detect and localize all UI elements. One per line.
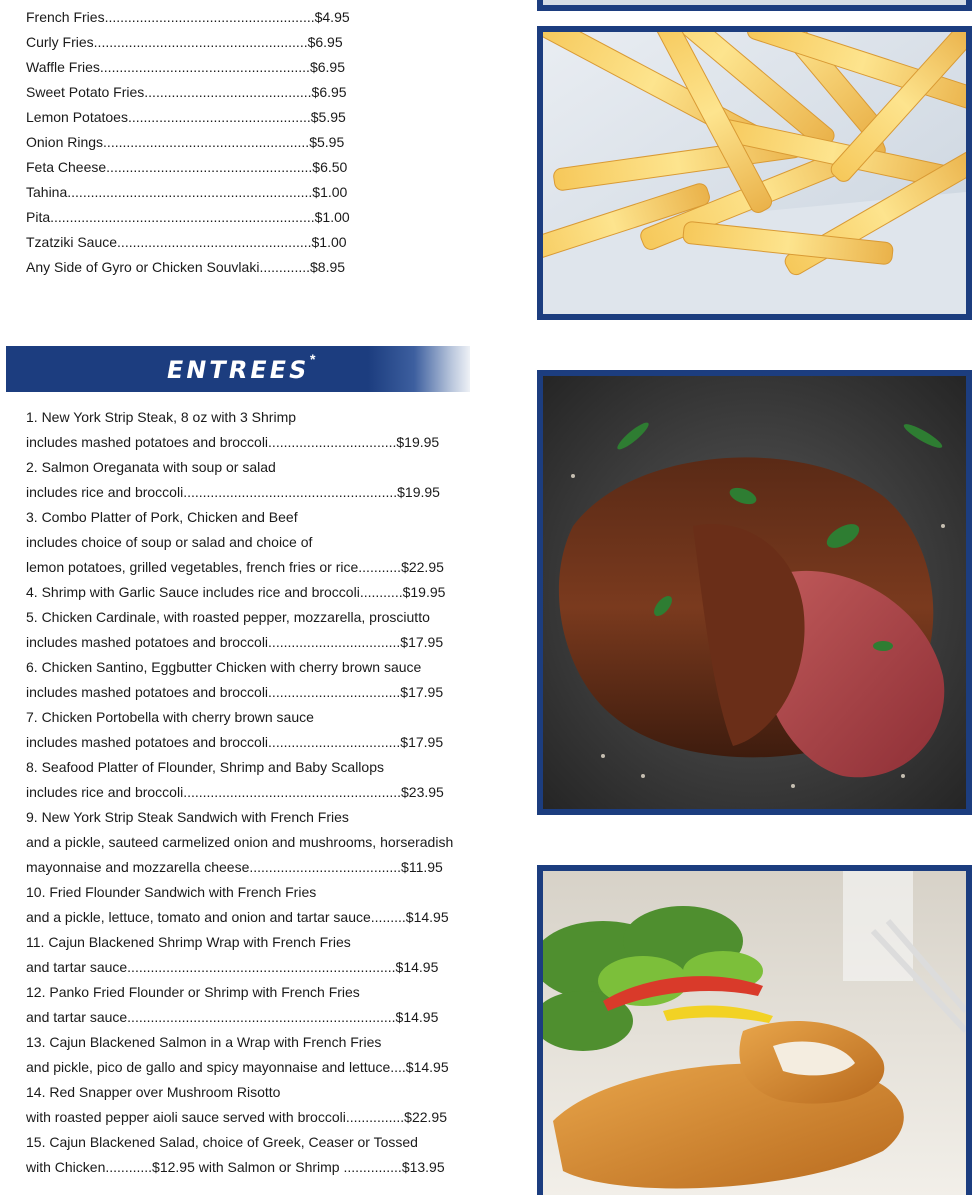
top-photo [543, 0, 966, 5]
list-item: includes mashed potatoes and broccoli..................................$17.95 [26, 734, 444, 750]
list-item: Any Side of Gyro or Chicken Souvlaki.............$8.95 [26, 259, 346, 275]
list-item: 4. Shrimp with Garlic Sauce includes rice and broccoli...........$19.95 [26, 584, 446, 600]
sides-price-list [26, 5, 466, 280]
list-item: 2. Salmon Oreganata with soup or salad [26, 459, 276, 475]
list-item: includes rice and broccoli.......................................................$19.95 [26, 484, 440, 500]
list-item: and tartar sauce.....................................................................$14.95 [26, 959, 439, 975]
list-item: and a pickle, lettuce, tomato and onion and tartar sauce.........$14.95 [26, 909, 449, 925]
steak-photo [543, 376, 966, 809]
list-item: 6. Chicken Santino, Eggbutter Chicken with cherry brown sauce [26, 659, 422, 675]
list-item: French Fries......................................................$4.95 [26, 9, 350, 25]
list-item: 7. Chicken Portobella with cherry brown sauce [26, 709, 314, 725]
list-item: includes mashed potatoes and broccoli..................................$17.95 [26, 634, 444, 650]
list-item: Waffle Fries......................................................$6.95 [26, 59, 345, 75]
fried-flounder-photo-frame [537, 865, 972, 1195]
list-item: includes mashed potatoes and broccoli..................................$17.95 [26, 684, 444, 700]
list-item: 10. Fried Flounder Sandwich with French Fries [26, 884, 317, 900]
list-item: includes rice and broccoli........................................................$23.95 [26, 784, 444, 800]
list-item: includes choice of soup or salad and choice of [26, 534, 313, 550]
list-item: 3. Combo Platter of Pork, Chicken and Beef [26, 509, 298, 525]
top-photo-frame [537, 0, 972, 11]
list-item: with roasted pepper aioli sauce served with broccoli...............$22.95 [26, 1109, 447, 1125]
list-item: Tzatziki Sauce..................................................$1.00 [26, 234, 347, 250]
list-item: Lemon Potatoes...............................................$5.95 [26, 109, 346, 125]
entrees-banner [6, 346, 470, 392]
french-fries-photo [543, 32, 966, 314]
list-item: 1. New York Strip Steak, 8 oz with 3 Shrimp [26, 409, 297, 425]
list-item: 11. Cajun Blackened Shrimp Wrap with French Fries [26, 934, 351, 950]
french-fries-photo-frame [537, 26, 972, 320]
list-item: Onion Rings.....................................................$5.95 [26, 134, 345, 150]
list-item: 15. Cajun Blackened Salad, choice of Greek, Ceaser or Tossed [26, 1134, 418, 1150]
list-item: Curly Fries.......................................................$6.95 [26, 34, 343, 50]
list-item: and pickle, pico de gallo and spicy mayonnaise and lettuce....$14.95 [26, 1059, 449, 1075]
list-item: Feta Cheese.....................................................$6.50 [26, 159, 348, 175]
entrees-asterisk: * [309, 351, 316, 367]
list-item: Pita....................................................................$1.00 [26, 209, 350, 225]
list-item: 8. Seafood Platter of Flounder, Shrimp and Baby Scallops [26, 759, 384, 775]
list-item: 13. Cajun Blackened Salmon in a Wrap with French Fries [26, 1034, 382, 1050]
list-item: 12. Panko Fried Flounder or Shrimp with French Fries [26, 984, 360, 1000]
entrees-title: ENTREES [163, 356, 312, 384]
list-item: and a pickle, sauteed carmelized onion and mushrooms, horseradish [26, 834, 454, 850]
list-item: 9. New York Strip Steak Sandwich with French Fries [26, 809, 349, 825]
list-item: 5. Chicken Cardinale, with roasted pepper, mozzarella, prosciutto [26, 609, 430, 625]
steak-photo-frame [537, 370, 972, 815]
list-item: 14. Red Snapper over Mushroom Risotto [26, 1084, 281, 1100]
list-item: Sweet Potato Fries...........................................$6.95 [26, 84, 347, 100]
list-item: and tartar sauce.....................................................................$14.95 [26, 1009, 439, 1025]
list-item: Tahina...............................................................$1.00 [26, 184, 348, 200]
fried-flounder-photo [543, 871, 966, 1195]
list-item: with Chicken............$12.95 with Salmon or Shrimp ...............$13.95 [26, 1159, 445, 1175]
list-item: lemon potatoes, grilled vegetables, french fries or rice...........$22.95 [26, 559, 444, 575]
entrees-price-list [26, 405, 471, 1180]
list-item: includes mashed potatoes and broccoli.................................$19.95 [26, 434, 440, 450]
list-item: mayonnaise and mozzarella cheese.......................................$11.95 [26, 859, 443, 875]
